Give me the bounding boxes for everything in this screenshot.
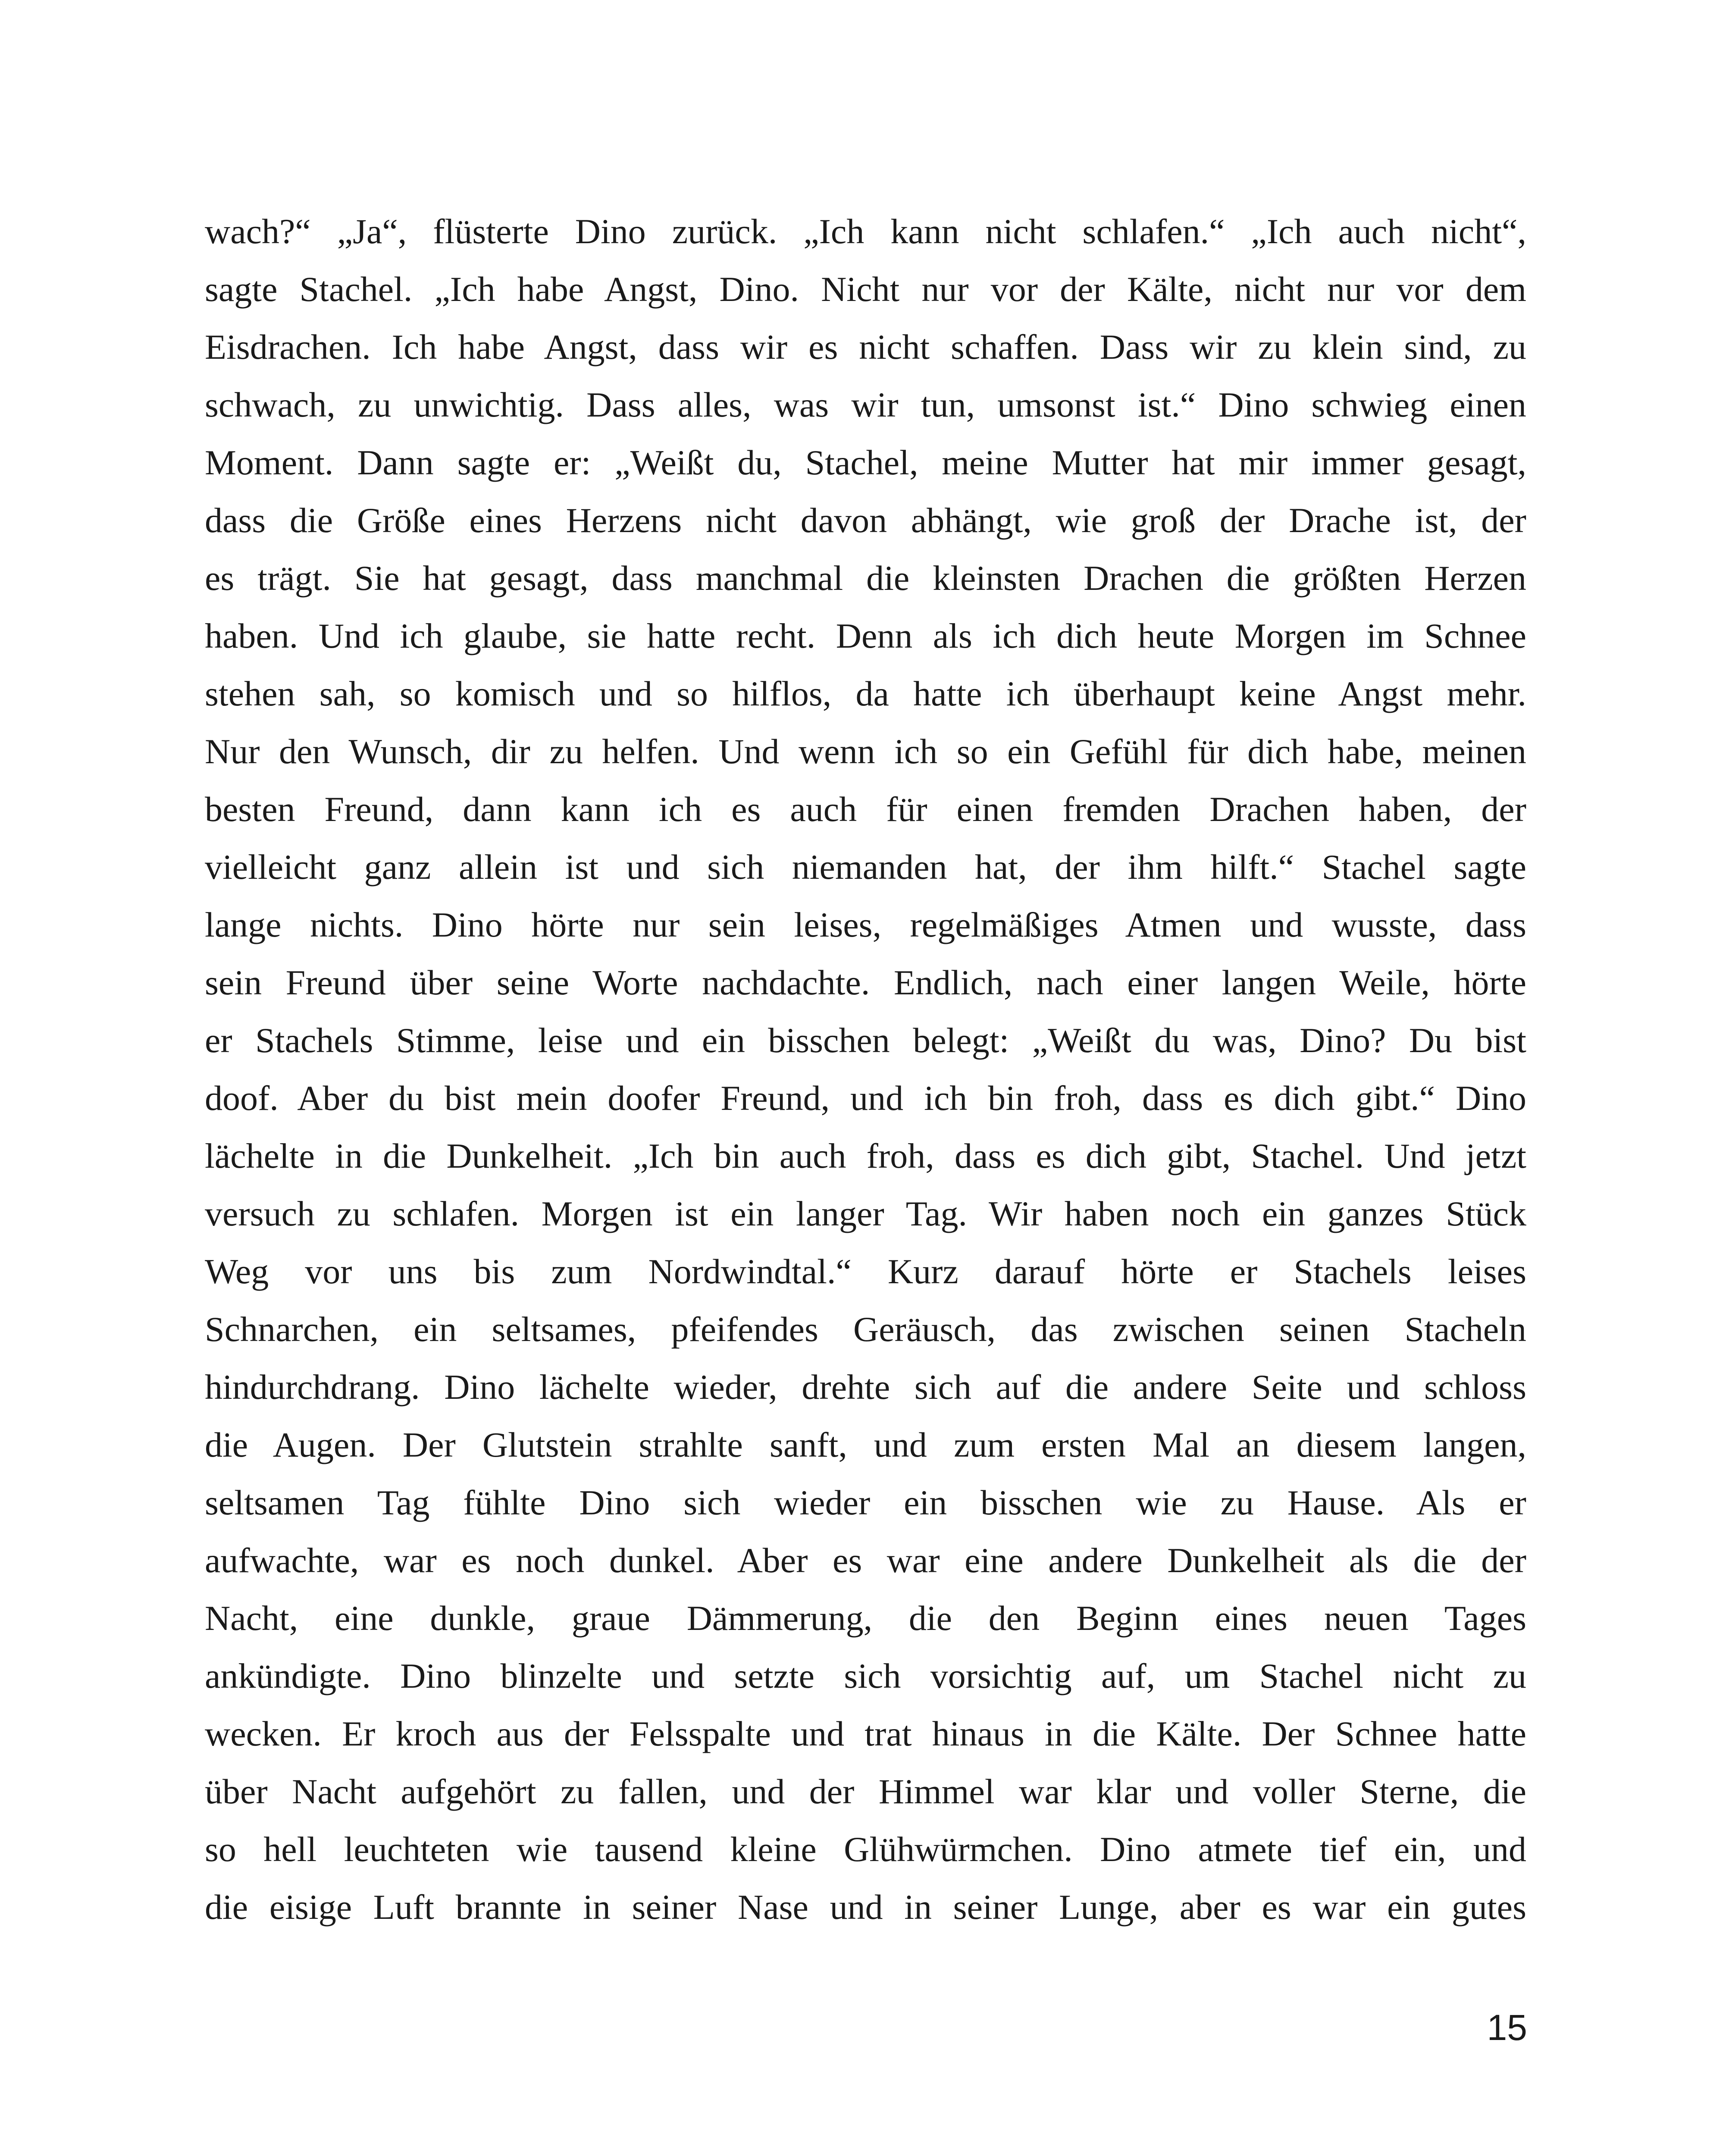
text-line: sagte Stachel. „Ich habe Angst, Dino. Nicht nur vor der Kälte, nicht nur vor dem [205,270,1526,309]
text-line: Nacht, eine dunkle, graue Dämmerung, die den Beginn eines neuen Tages [205,1598,1526,1638]
text-line: schwach, zu unwichtig. Dass alles, was wir tun, umsonst ist.“ Dino schwieg einen [205,385,1526,424]
text-line: über Nacht aufgehört zu fallen, und der Himmel war klar und voller Sterne, die [205,1772,1526,1811]
text-line: haben. Und ich glaube, sie hatte recht. Denn als ich dich heute Morgen im Schnee [205,616,1526,655]
text-line: Eisdrachen. Ich habe Angst, dass wir es nicht schaffen. Dass wir zu klein sind, zu [205,327,1526,367]
text-line: er Stachels Stimme, leise und ein bisschen belegt: „Weißt du was, Dino? Du bist [205,1021,1526,1060]
text-line: Weg vor uns bis zum Nordwindtal.“ Kurz darauf hörte er Stachels leises [205,1252,1526,1291]
text-line: Schnarchen, ein seltsames, pfeifendes Geräusch, das zwischen seinen Stacheln [205,1310,1526,1349]
text-line: ankündigte. Dino blinzelte und setzte sich vorsichtig auf, um Stachel nicht zu [205,1656,1526,1695]
text-line: hindurchdrang. Dino lächelte wieder, drehte sich auf die andere Seite und schloss [205,1367,1526,1407]
text-line: stehen sah, so komisch und so hilflos, da hatte ich überhaupt keine Angst mehr. [205,674,1526,713]
text-line: so hell leuchteten wie tausend kleine Glühwürmchen. Dino atmete tief ein, und [205,1830,1526,1869]
text-line: die Augen. Der Glutstein strahlte sanft, und zum ersten Mal an diesem langen, [205,1425,1526,1464]
text-line: lange nichts. Dino hörte nur sein leises, regelmäßiges Atmen und wusste, dass [205,905,1526,944]
text-line: sein Freund über seine Worte nachdachte. Endlich, nach einer langen Weile, hörte [205,963,1526,1002]
text-line: vielleicht ganz allein ist und sich niemanden hat, der ihm hilft.“ Stachel sagte [205,847,1526,887]
page-number: 15 [1487,2007,1527,2048]
text-line: lächelte in die Dunkelheit. „Ich bin auch froh, dass es dich gibt, Stachel. Und jetzt [205,1136,1526,1175]
text-line: seltsamen Tag fühlte Dino sich wieder ein bisschen wie zu Hause. Als er [205,1483,1526,1522]
text-line: Nur den Wunsch, dir zu helfen. Und wenn ich so ein Gefühl für dich habe, meinen [205,732,1526,771]
text-line: es trägt. Sie hat gesagt, dass manchmal die kleinsten Drachen die größten Herzen [205,558,1526,598]
text-line: die eisige Luft brannte in seiner Nase und in seiner Lunge, aber es war ein gutes [205,1887,1526,1927]
text-line: versuch zu schlafen. Morgen ist ein langer Tag. Wir haben noch ein ganzes Stück [205,1194,1526,1233]
text-line: wecken. Er kroch aus der Felsspalte und trat hinaus in die Kälte. Der Schnee hatte [205,1714,1526,1753]
text-line: wach?“ „Ja“, flüsterte Dino zurück. „Ich kann nicht schlafen.“ „Ich auch nicht“, [205,212,1526,251]
body-text [205,203,1526,1936]
text-line: doof. Aber du bist mein doofer Freund, und ich bin froh, dass es dich gibt.“ Dino [205,1078,1526,1118]
text-line: dass die Größe eines Herzens nicht davon abhängt, wie groß der Drache ist, der [205,501,1526,540]
text-line: besten Freund, dann kann ich es auch für einen fremden Drachen haben, der [205,790,1526,829]
text-line: Moment. Dann sagte er: „Weißt du, Stachel, meine Mutter hat mir immer gesagt, [205,443,1526,482]
text-line: aufwachte, war es noch dunkel. Aber es war eine andere Dunkelheit als die der [205,1541,1526,1580]
